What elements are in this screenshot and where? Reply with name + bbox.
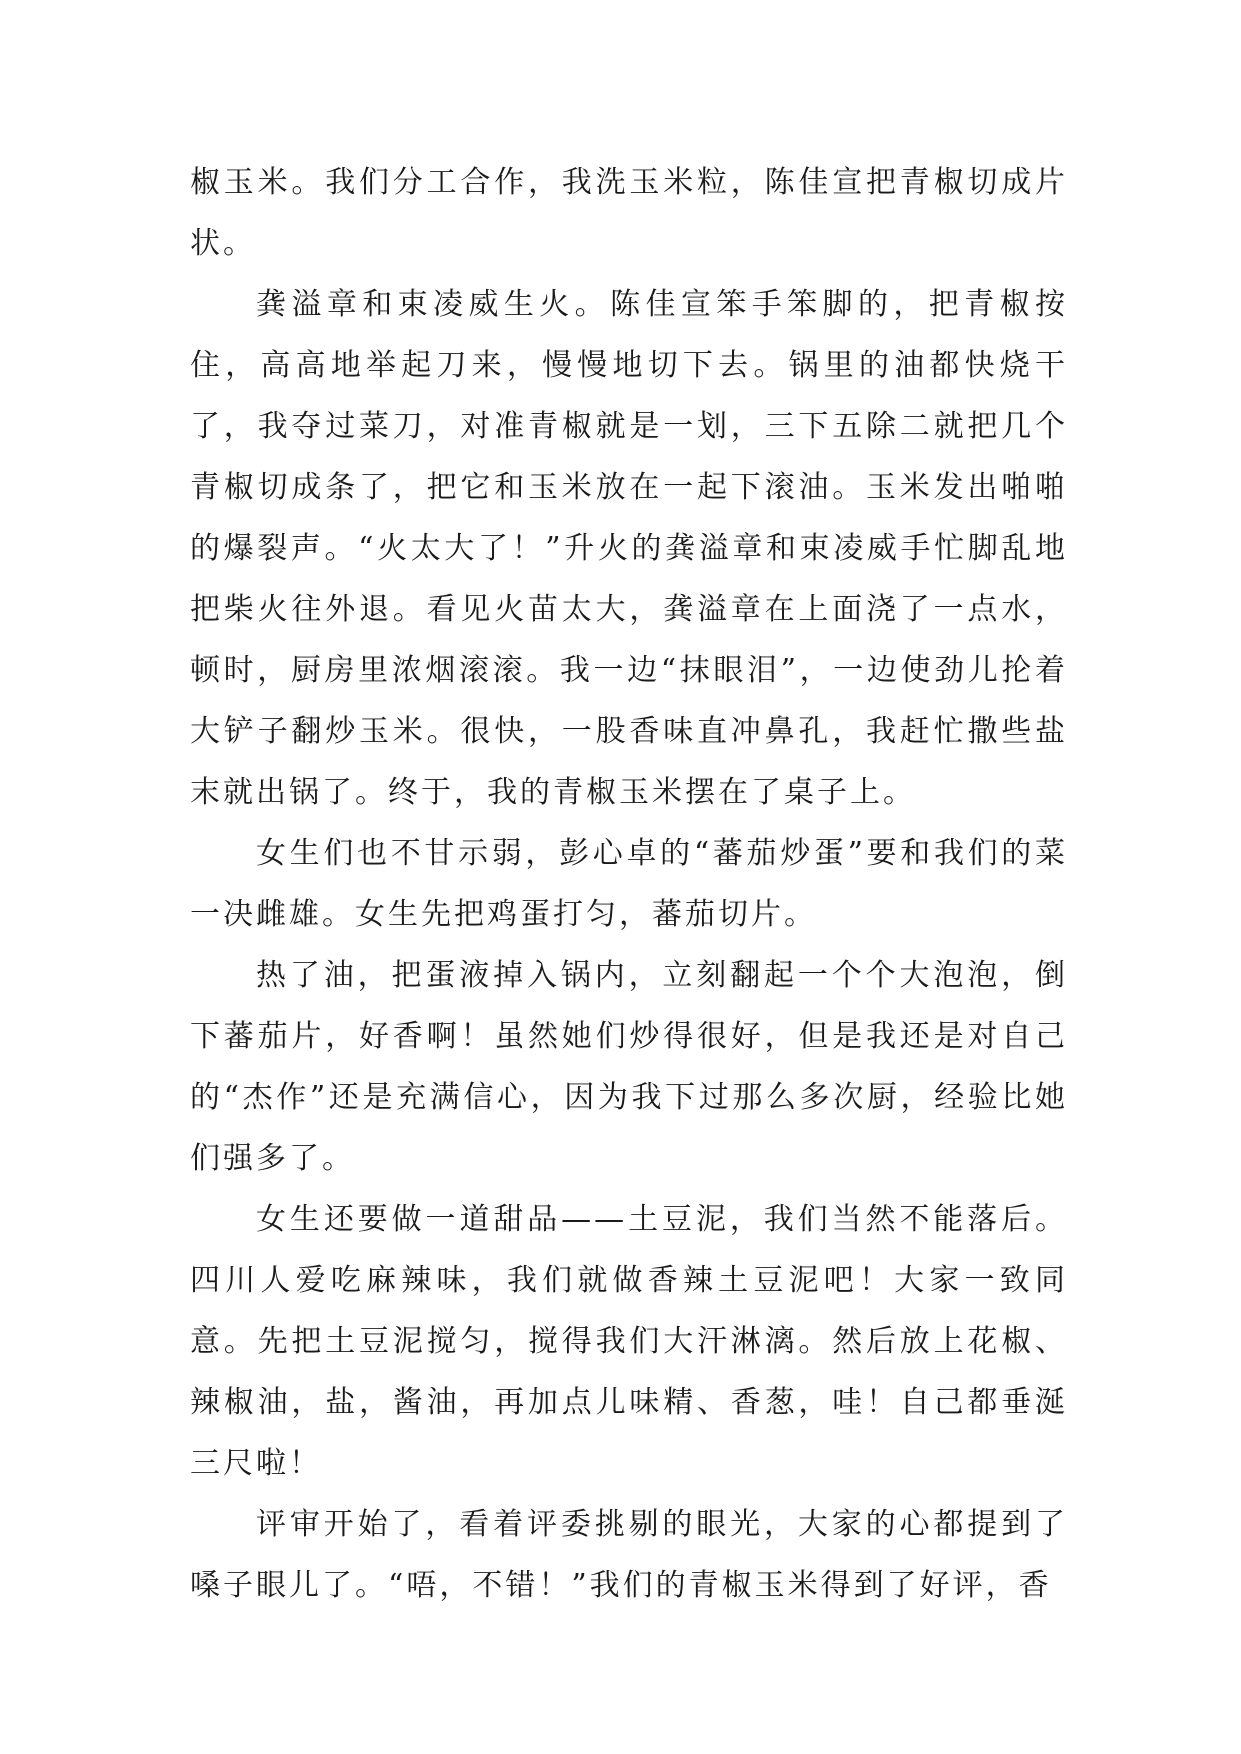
document-body	[190, 152, 1068, 1616]
paragraph-2: 龚溢章和束凌威生火。陈佳宣笨手笨脚的，把青椒按住，高高地举起刀来，慢慢地切下去。锅里的油都快烧干了，我夺过菜刀，对准青椒就是一划，三下五除二就把几个青椒切成条了，把它和玉米放在一起下滚油。玉米发出啪啪的爆裂声。“火太大了！”升火的龚溢章和束凌威手忙脚乱地把柴火往外退。看见火苗太大，龚溢章在上面浇了一点水，顿时，厨房里浓烟滚滚。我一边“抹眼泪”，一边使劲儿抡着大铲子翻炒玉米。很快，一股香味直冲鼻孔，我赶忙撒些盐末就出锅了。终于，我的青椒玉米摆在了桌子上。	[190, 287, 1068, 810]
paragraph-4: 热了油，把蛋液掉入锅内，立刻翻起一个个大泡泡，倒下蕃茄片，好香啊！虽然她们炒得很好，但是我还是对自己的“杰作”还是充满信心，因为我下过那么多次厨，经验比她们强多了。	[190, 958, 1068, 1176]
paragraph-6: 评审开始了，看着评委挑剔的眼光，大家的心都提到了嗓子眼儿了。“唔，不错！”我们的青椒玉米得到了好评，香	[190, 1507, 1068, 1603]
paragraph-5: 女生还要做一道甜品——土豆泥，我们当然不能落后。四川人爱吃麻辣味，我们就做香辣土豆泥吧！大家一致同意。先把土豆泥搅匀，搅得我们大汗淋漓。然后放上花椒、辣椒油，盐，酱油，再加点儿味精、香葱，哇！自己都垂涎三尺啦！	[190, 1202, 1068, 1481]
paragraph-1: 椒玉米。我们分工合作，我洗玉米粒，陈佳宣把青椒切成片状。	[190, 165, 1068, 261]
paragraph-3: 女生们也不甘示弱，彭心卓的“蕃茄炒蛋”要和我们的菜一决雌雄。女生先把鸡蛋打匀，蕃茄切片。	[190, 836, 1068, 932]
